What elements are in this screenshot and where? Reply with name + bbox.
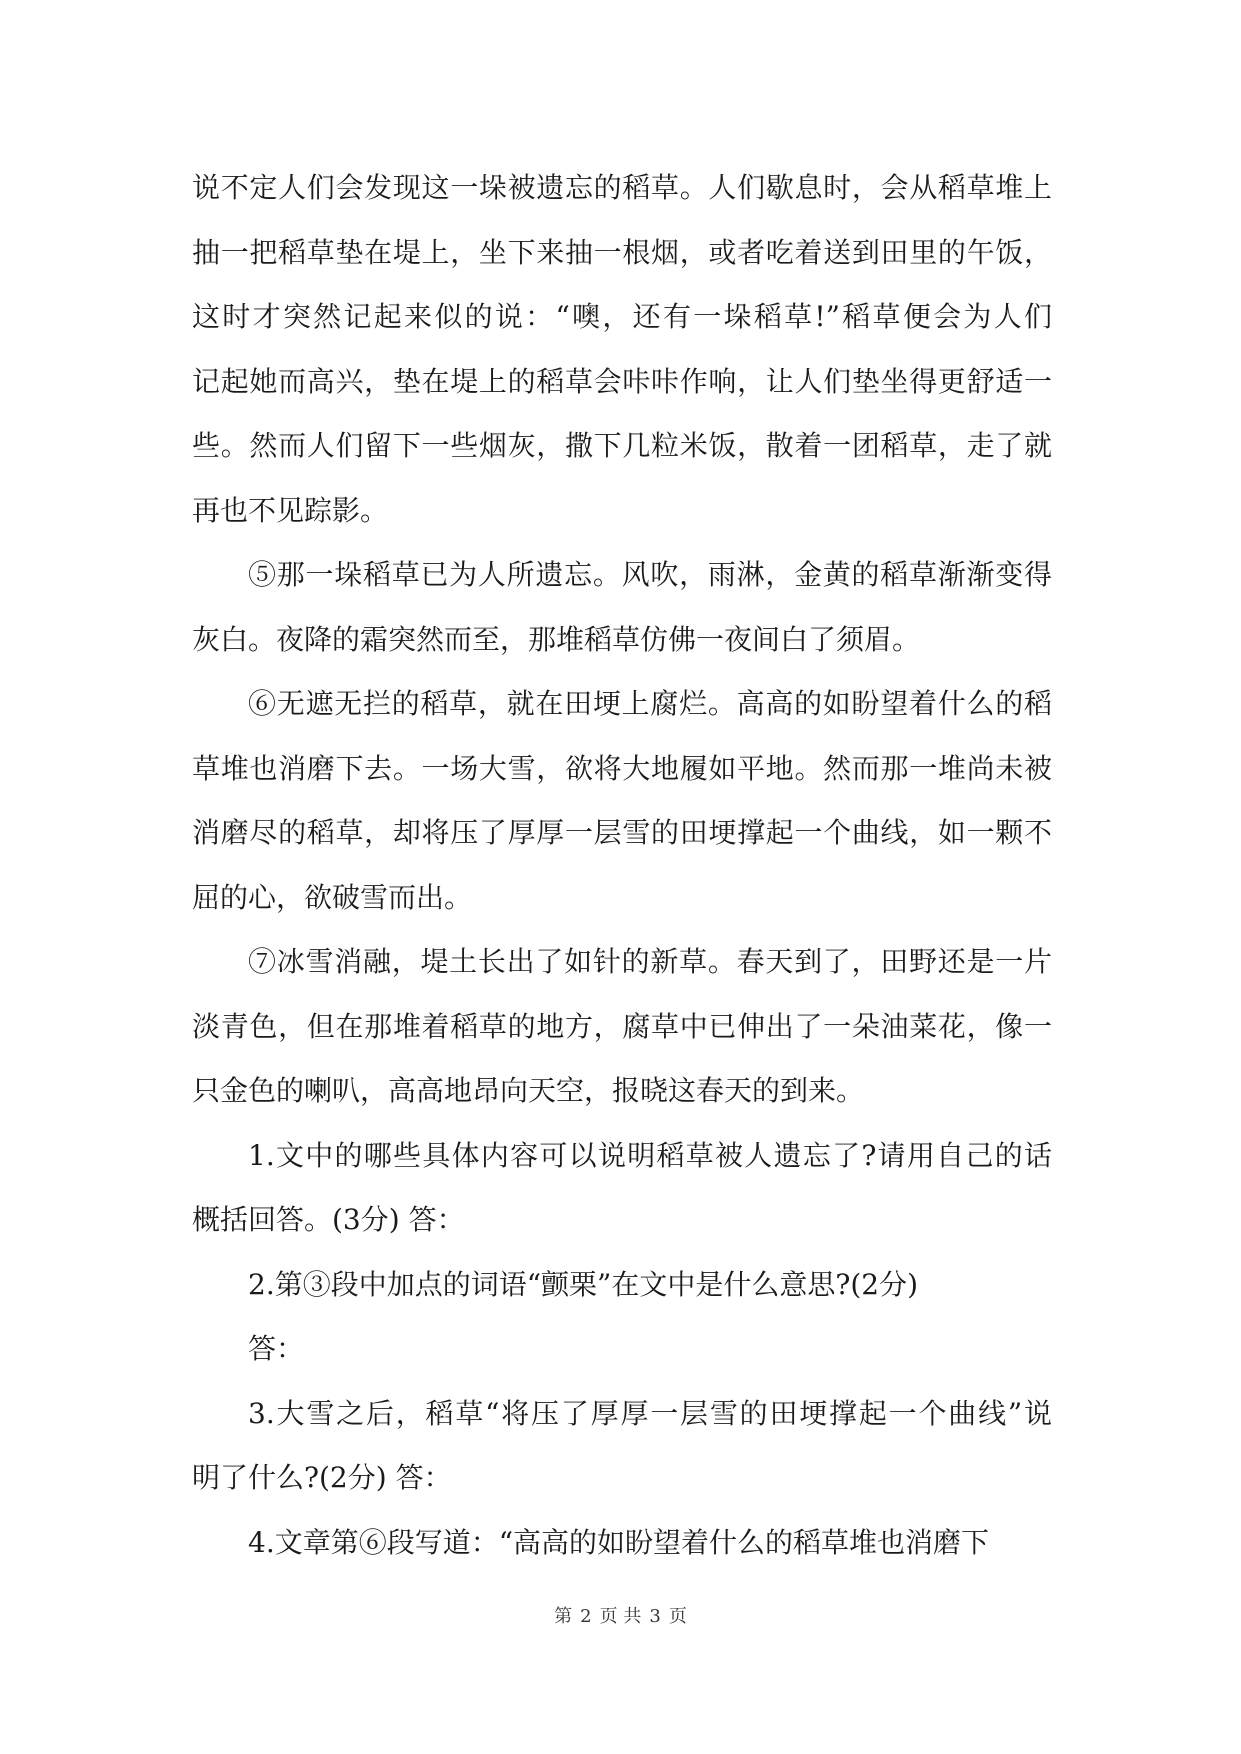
paragraph: [192, 930, 1052, 1124]
text-line: 灰白。夜降的霜突然而至，那堆稻草仿佛一夜间白了须眉。: [192, 622, 921, 656]
footer-suffix: 页: [668, 1606, 687, 1627]
paragraph: [192, 672, 1052, 930]
text-line: 抽一把稻草垫在堤上，坐下来抽一根烟，或者吃着送到田里的午饭，: [192, 235, 1052, 269]
text-line: 说不定人们会发现这一垛被遗忘的稻草。人们歇息时，会从稻草堆上: [192, 171, 1052, 204]
text-line: 这时才突然记起来似的说：“噢，还有一垛稻草!”稻草便会为人们: [192, 300, 1052, 333]
text-line: 4.文章第⑥段写道：“高高的如盼望着什么的稻草堆也消磨下: [248, 1525, 990, 1559]
paragraph: [192, 543, 1052, 672]
paragraph: [192, 1124, 1052, 1253]
paragraph: [192, 1382, 1052, 1511]
footer-current-page: 2: [580, 1606, 592, 1627]
paragraph: [192, 1253, 1052, 1318]
page-footer: [0, 1605, 1241, 1629]
text-line: 只金色的喇叭，高高地昂向天空，报晓这春天的到来。: [192, 1074, 865, 1107]
text-line: 些。然而人们留下一些烟灰，撒下几粒米饭，散着一团稻草，走了就: [192, 429, 1052, 462]
text-line: ⑦冰雪消融，堤土长出了如针的新草。春天到了，田野还是一片: [248, 945, 1052, 978]
text-line: 概括回答。(3分) 答：: [192, 1203, 465, 1236]
text-line: 屈的心，欲破雪而出。: [192, 880, 473, 914]
text-line: 明了什么?(2分) 答：: [192, 1461, 452, 1494]
text-line: 2.第③段中加点的词语“颤栗”在文中是什么意思?(2分): [248, 1267, 919, 1301]
paragraph: [192, 1317, 1052, 1382]
document-body: [192, 156, 1052, 1575]
text-line: 记起她而高兴，垫在堤上的稻草会咔咔作响，让人们垫坐得更舒适一: [192, 364, 1052, 398]
text-line: 消磨尽的稻草，却将压了厚厚一层雪的田埂撑起一个曲线，如一颗不: [192, 816, 1052, 849]
text-line: 淡青色，但在那堆着稻草的地方，腐草中已伸出了一朵油菜花，像一: [192, 1009, 1052, 1043]
footer-total-pages: 3: [649, 1606, 661, 1627]
text-line: 再也不见踪影。: [192, 493, 389, 527]
text-line: 1.文中的哪些具体内容可以说明稻草被人遗忘了?请用自己的话: [248, 1138, 1052, 1172]
paragraph: [192, 156, 1052, 543]
text-line: 答：: [248, 1332, 305, 1365]
text-line: ⑤那一垛稻草已为人所遗忘。风吹，雨淋，金黄的稻草渐渐变得: [248, 558, 1052, 591]
text-line: ⑥无遮无拦的稻草，就在田埂上腐烂。高高的如盼望着什么的稻: [248, 687, 1052, 720]
footer-prefix: 第: [554, 1606, 573, 1627]
paragraph: [192, 1511, 1052, 1576]
footer-middle: 页 共: [599, 1606, 642, 1627]
text-line: 草堆也消磨下去。一场大雪，欲将大地履如平地。然而那一堆尚未被: [192, 751, 1052, 785]
text-line: 3.大雪之后，稻草“将压了厚厚一层雪的田埂撑起一个曲线”说: [248, 1396, 1052, 1430]
